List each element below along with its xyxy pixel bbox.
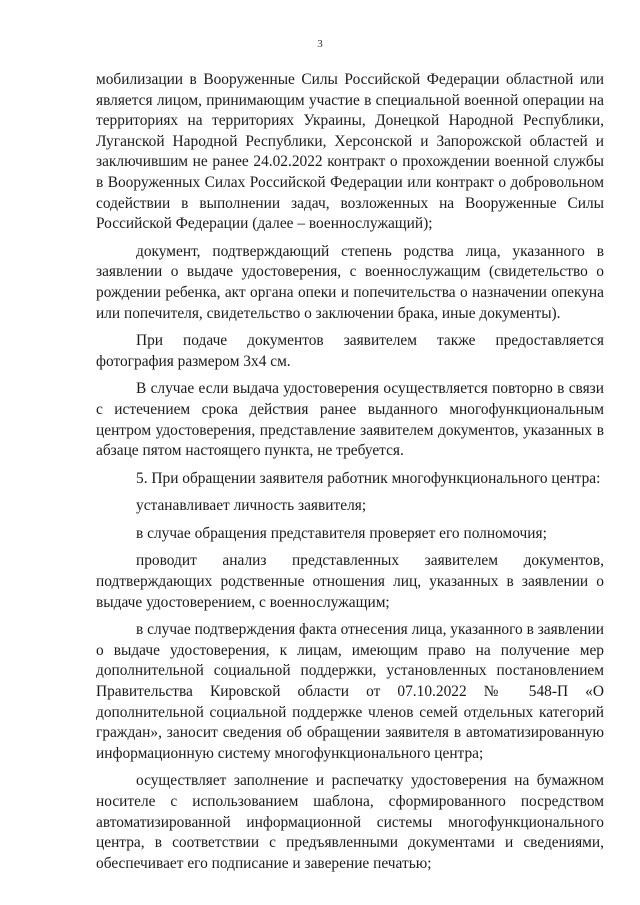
paragraph-confirmation: в случае подтверждения факта отнесения лица, указанного в заявлении о выдаче удостоверения, к лицам, имеющим право на получение мер дополнительной социальной поддержки, установленных постановлением Правительства Кировской области от 07.10.2022 № 548-П «О дополнительной социальной поддержке членов семей отдельных категорий граждан», заносит сведения об обращении заявителя в автоматизированную информационную систему многофункционального центра; — [96, 621, 604, 762]
paragraph-continuation: мобилизации в Вооруженные Силы Российской Федерации областной или является лицом, принимающим участие в специальной военной операции на территориях на территориях Украины, Донецкой Народной Республики, Луганской Народной Республики, Херсонской и Запорожской областей и заключившим не ранее 24.02.2022 контракт о прохождении военной службы в Вооруженных Силах Российской Федерации или контракт о добровольном содействии в выполнении задач, возложенных на Вооруженные Силы Российской Федерации (далее – военнослужащий); — [96, 71, 604, 233]
page-number: 3 — [317, 38, 323, 50]
paragraph-kinship-document: документ, подтверждающий степень родства лица, указанного в заявлении о выдаче удостоверения, с военнослужащим (свидетельство о рождении ребенка, акт органа опеки и попечительства о назначении опекуна или попечителя, свидетельство о заключении брака, иные документы). — [96, 242, 604, 322]
paragraph-photo: При подаче документов заявителем также предоставляется фотография размером 3х4 см. — [96, 332, 604, 370]
paragraph-item-5: 5. При обращении заявителя работник многофункционального центра: — [136, 469, 601, 487]
paragraph-identity: устанавливает личность заявителя; — [136, 497, 367, 515]
paragraph-repeat-issue: В случае если выдача удостоверения осуществляется повторно в связи с истечением срока действия ранее выданного многофункциональным центром удостоверения, представление заявителем документов, указанных в абзаце пятом настоящего пункта, не требуется. — [96, 380, 604, 460]
document-body — [96, 70, 604, 881]
paragraph-printing: осуществляет заполнение и распечатку удостоверения на бумажном носителе с использованием шаблона, сформированного посредством автоматизированной информационной системы многофункционального центра, в соответствии с предъявленными документами и сведениями, обеспечивает его подписание и заверение печатью; — [96, 772, 604, 872]
paragraph-representative: в случае обращения представителя проверяет его полномочия; — [136, 524, 547, 542]
paragraph-analysis: проводит анализ представленных заявителем документов, подтверждающих родственные отношения лиц, указанных в заявлении о выдаче удостоверением, с военнослужащим; — [96, 552, 604, 611]
